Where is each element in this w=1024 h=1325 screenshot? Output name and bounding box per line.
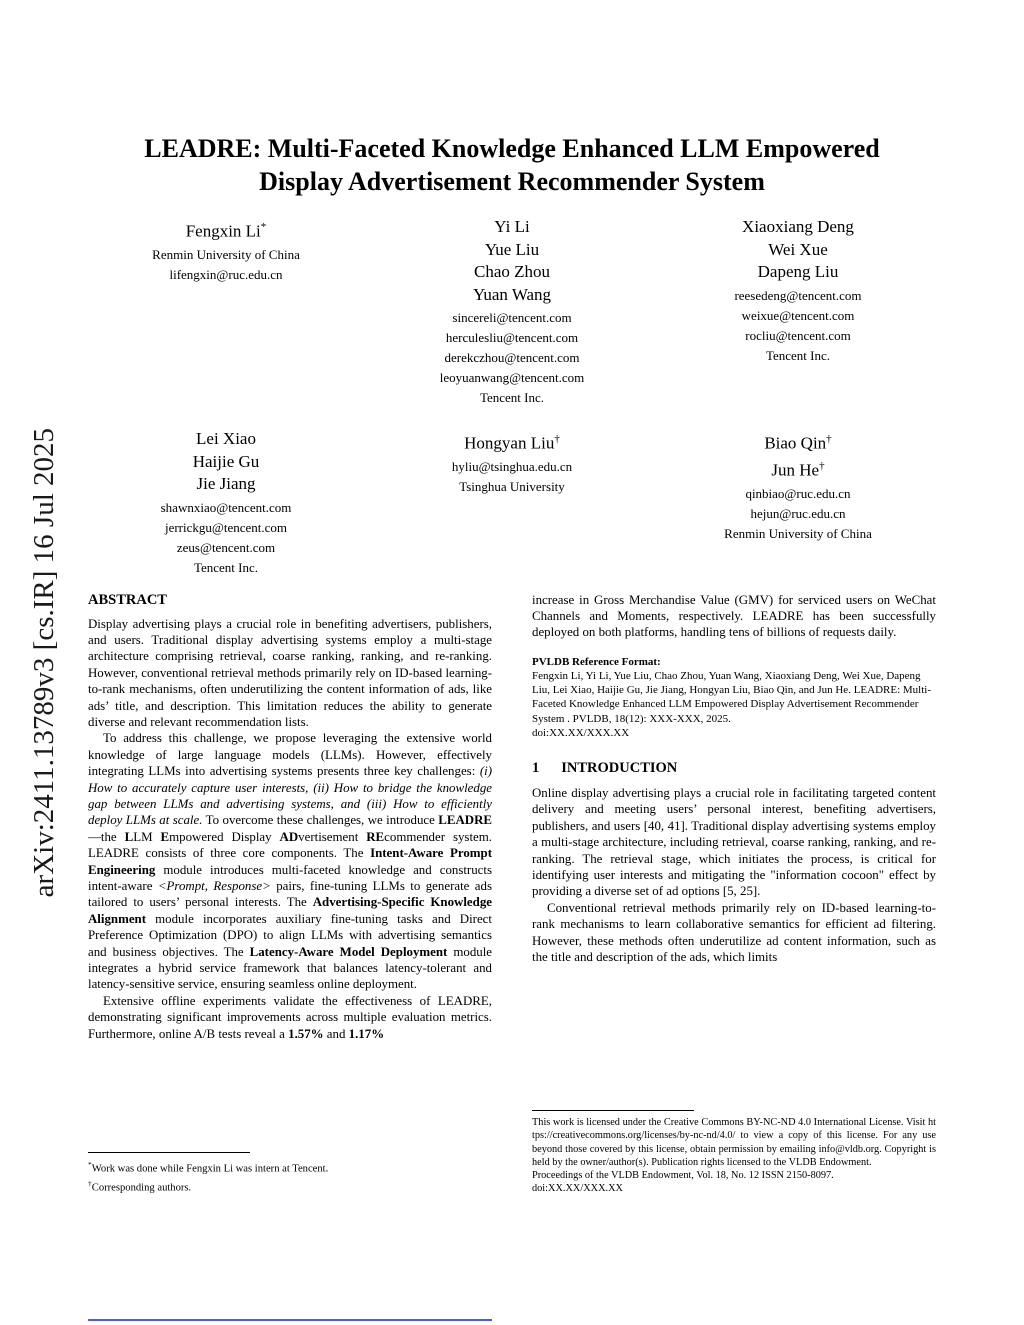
author-affiliation-or-email: hejun@ruc.edu.cn: [750, 506, 846, 522]
author-name: Dapeng Liu: [757, 262, 839, 281]
introduction-body: [532, 785, 936, 965]
author-name: Xiaoxiang Deng: [742, 217, 854, 236]
abstract-paragraph: Display advertising plays a crucial role in benefiting advertisers, publishers, and users. Traditional display advertising systems employ a multi-stage architecture comprising retrieval, coarse ranking, ranking, and re-ranking. However, conventional retrieval methods primarily rely on ID-based learning-to-rank mechanisms, often underutilizing the content information of ads, like ads’ title, and description. This limitation reduces the ability to generate diverse and relevant recommendation lists.: [88, 616, 492, 729]
license-url-link[interactable]: https://creativecommons.org/licenses/by-nc-nd/4.0/: [532, 1117, 936, 1142]
proceedings-line: Proceedings of the VLDB Endowment, Vol. 18, No. 12 ISSN 2150-8097.: [532, 1170, 834, 1182]
author-block: [374, 428, 650, 578]
author-affiliation-or-email: derekczhou@tencent.com: [444, 350, 580, 365]
author-names: [374, 428, 650, 455]
author-names: [374, 216, 650, 306]
author-details: [374, 308, 650, 408]
author-details: [660, 484, 936, 544]
author-affiliation-or-email: reesedeng@tencent.com: [734, 287, 862, 303]
author-affiliation-or-email: hyliu@tsinghua.edu.cn: [451, 459, 573, 475]
body-paragraph: increase in Gross Merchandise Value (GMV) for serviced users on WeChat Channels and Moments, respectively. LEADRE has been successfully deployed on both platforms, handling tens of billions of requests daily.: [532, 592, 936, 640]
author-affiliation-or-email: Tencent Inc.: [479, 390, 545, 405]
author-affiliation-or-email: leoyuanwang@tencent.com: [439, 370, 585, 385]
footnote: [88, 1177, 492, 1196]
right-column: [532, 592, 936, 1196]
author-block: [88, 216, 364, 408]
introduction-paragraph: Online display advertising plays a crucial role in facilitating targeted content delivery and meeting users’ personal interest, benefiting advertisers, publishers, and users [40, 41]. Traditional display advertising systems employ a multi-stage architecture, including retrieval, coarse ranking, ranking, and re-ranking. The retrieval stage, which initiates the process, is critical for identifying user interests and mitigating the "information cocoon" effect by providing a diverse set of ad options [5, 25].: [532, 785, 936, 899]
pvldb-doi: doi:XX.XX/XXX.XX: [532, 726, 630, 739]
license-paragraph: [532, 1116, 936, 1169]
section-number: 1: [532, 759, 540, 776]
author-block: [660, 216, 936, 408]
license-text-post: to view a copy of this license. For any use beyond those covered by this license, obtain permission by emailing info@vldb.org. Copyright is held by the owner/author(s). Publication rights licensed to the VLDB Endowment.: [532, 1130, 936, 1168]
pvldb-reference-text: Fengxin Li, Yi Li, Yue Liu, Chao Zhou, Yuan Wang, Xiaoxiang Deng, Wei Xue, Dapeng Liu, Lei Xiao, Haijie Gu, Jie Jiang, Hongyan Liu, Biao Qin, and Jun He. LEADRE: Multi-Faceted Knowledge Enhanced LLM Empowered Display Advertisement Recommender System . PVLDB, 18(12): XXX-XXX, 2025.: [532, 669, 931, 725]
author-affiliation-or-email: shawnxiao@tencent.com: [160, 499, 292, 515]
author-name: Hongyan Liu†: [464, 433, 560, 453]
abstract-paragraph: Extensive offline experiments validate the effectiveness of LEADRE, demonstrating significant improvements across multiple evaluation metrics. Furthermore, online A/B tests reveal a 1.57% and 1.17%: [88, 993, 492, 1041]
author-name: Jie Jiang: [196, 474, 256, 493]
paper-title-line-2: Display Advertisement Recommender System: [259, 167, 765, 196]
author-affiliation-or-email: jerrickgu@tencent.com: [164, 519, 288, 535]
author-details: [660, 286, 936, 366]
author-names: [660, 216, 936, 284]
author-affiliation-or-email: Renmin University of China: [724, 526, 872, 542]
abstract-heading: ABSTRACT: [88, 591, 167, 608]
left-column: [88, 592, 492, 1196]
pvldb-reference-label: PVLDB Reference Format:: [532, 655, 661, 668]
license-block: [532, 1104, 936, 1195]
author-name: Yuan Wang: [472, 284, 552, 304]
introduction-heading: [532, 760, 936, 777]
pvldb-reference-block: [532, 655, 936, 740]
footnote-marker: †: [88, 1178, 92, 1188]
bottom-blue-rule: [88, 1319, 492, 1321]
footnote-text: Corresponding authors.: [91, 1182, 192, 1194]
author-block: [660, 428, 936, 578]
author-affiliation-or-email: herculesliu@tencent.com: [445, 330, 579, 345]
author-affiliation-or-email: Renmin University of China: [152, 247, 300, 263]
author-affiliation-or-email: rocliu@tencent.com: [745, 327, 851, 343]
arxiv-watermark: [26, 0, 62, 1325]
author-affiliation-or-email: Tencent Inc.: [193, 559, 259, 575]
author-name: Biao Qin†: [764, 433, 832, 453]
arxiv-id-label: arXiv:2411.13789v3 [cs.IR] 16 Jul 2025: [27, 427, 60, 898]
abstract-paragraph: To address this challenge, we propose leveraging the extensive world knowledge of large language models (LLMs). However, effectively integrating LLMs into advertising systems presents three key challenges: (i) How to accurately capture user interests, (ii) How to bridge the knowledge gap between LLMs and advertising systems, and (iii) How to efficiently deploy LLMs at scale. To overcome these challenges, we introduce LEADRE—the LLM Empowered Display ADvertisement REcommender system. LEADRE consists of three core components. The Intent-Aware Prompt Engineering module introduces multi-faceted knowledge and constructs intent-aware <Prompt, Response> pairs, fine-tuning LLMs to generate ads tailored to users’ personal interests. The Advertising-Specific Knowledge Alignment module incorporates auxiliary fine-tuning tasks and Direct Preference Optimization (DPO) to align LLMs with advertising semantics and business objectives. The Latency-Aware Model Deployment module integrates a hybrid service framework that balances latency-tolerant and latency-sensitive service, ensuring seamless online deployment.: [88, 731, 492, 992]
author-names: [88, 428, 364, 496]
author-affiliation-or-email: qinbiao@ruc.edu.cn: [745, 486, 851, 502]
two-column-body: [88, 592, 936, 1196]
author-name: Yi Li: [494, 217, 530, 236]
author-name: Jun He†: [771, 460, 825, 480]
footnote-divider: [88, 1152, 250, 1153]
footnote-text: Work was done while Fengxin Li was intern at Tencent.: [91, 1163, 329, 1175]
author-affiliation-or-email: sincereli@tencent.com: [452, 310, 572, 325]
paper-title: [88, 132, 936, 198]
author-details: [88, 498, 364, 578]
author-block: [88, 428, 364, 578]
introduction-paragraph: Conventional retrieval methods primarily rely on ID-based learning-to-rank mechanisms to learn collaborative semantics for efficient ad filtering. However, these methods often underutilize ad content information, such as the title and description of the ads, which limits: [532, 900, 936, 964]
author-details: [88, 245, 364, 285]
author-affiliation-or-email: lifengxin@ruc.edu.cn: [169, 267, 283, 283]
abstract-body: [88, 616, 492, 1043]
footnote-marker: *: [88, 1160, 92, 1170]
author-name: Chao Zhou: [473, 262, 551, 281]
author-name: Wei Xue: [768, 239, 828, 259]
author-names: [88, 216, 364, 243]
author-grid: [88, 216, 936, 578]
author-name: Lei Xiao: [196, 429, 256, 448]
footnote-block: [88, 1146, 492, 1195]
section-title: INTRODUCTION: [561, 759, 678, 776]
paper-content: [88, 132, 936, 1196]
author-name: Fengxin Li*: [185, 221, 267, 241]
author-name: Haijie Gu: [192, 451, 260, 471]
license-doi: doi:XX.XX/XXX.XX: [532, 1183, 623, 1195]
author-details: [374, 457, 650, 497]
author-name: Yue Liu: [484, 239, 540, 259]
license-divider: [532, 1110, 694, 1111]
author-affiliation-or-email: Tencent Inc.: [765, 347, 831, 363]
abstract-continuation: [532, 592, 936, 641]
footnote: [88, 1158, 492, 1177]
author-names: [660, 428, 936, 482]
paper-title-line-1: LEADRE: Multi-Faceted Knowledge Enhanced LLM Empowered: [144, 134, 880, 163]
author-block: [374, 216, 650, 408]
author-affiliation-or-email: Tsinghua University: [459, 479, 565, 495]
author-affiliation-or-email: zeus@tencent.com: [176, 539, 276, 555]
license-text-pre: This work is licensed under the Creative Commons BY-NC-ND 4.0 International License. Visit: [532, 1117, 928, 1129]
author-affiliation-or-email: weixue@tencent.com: [741, 307, 855, 323]
